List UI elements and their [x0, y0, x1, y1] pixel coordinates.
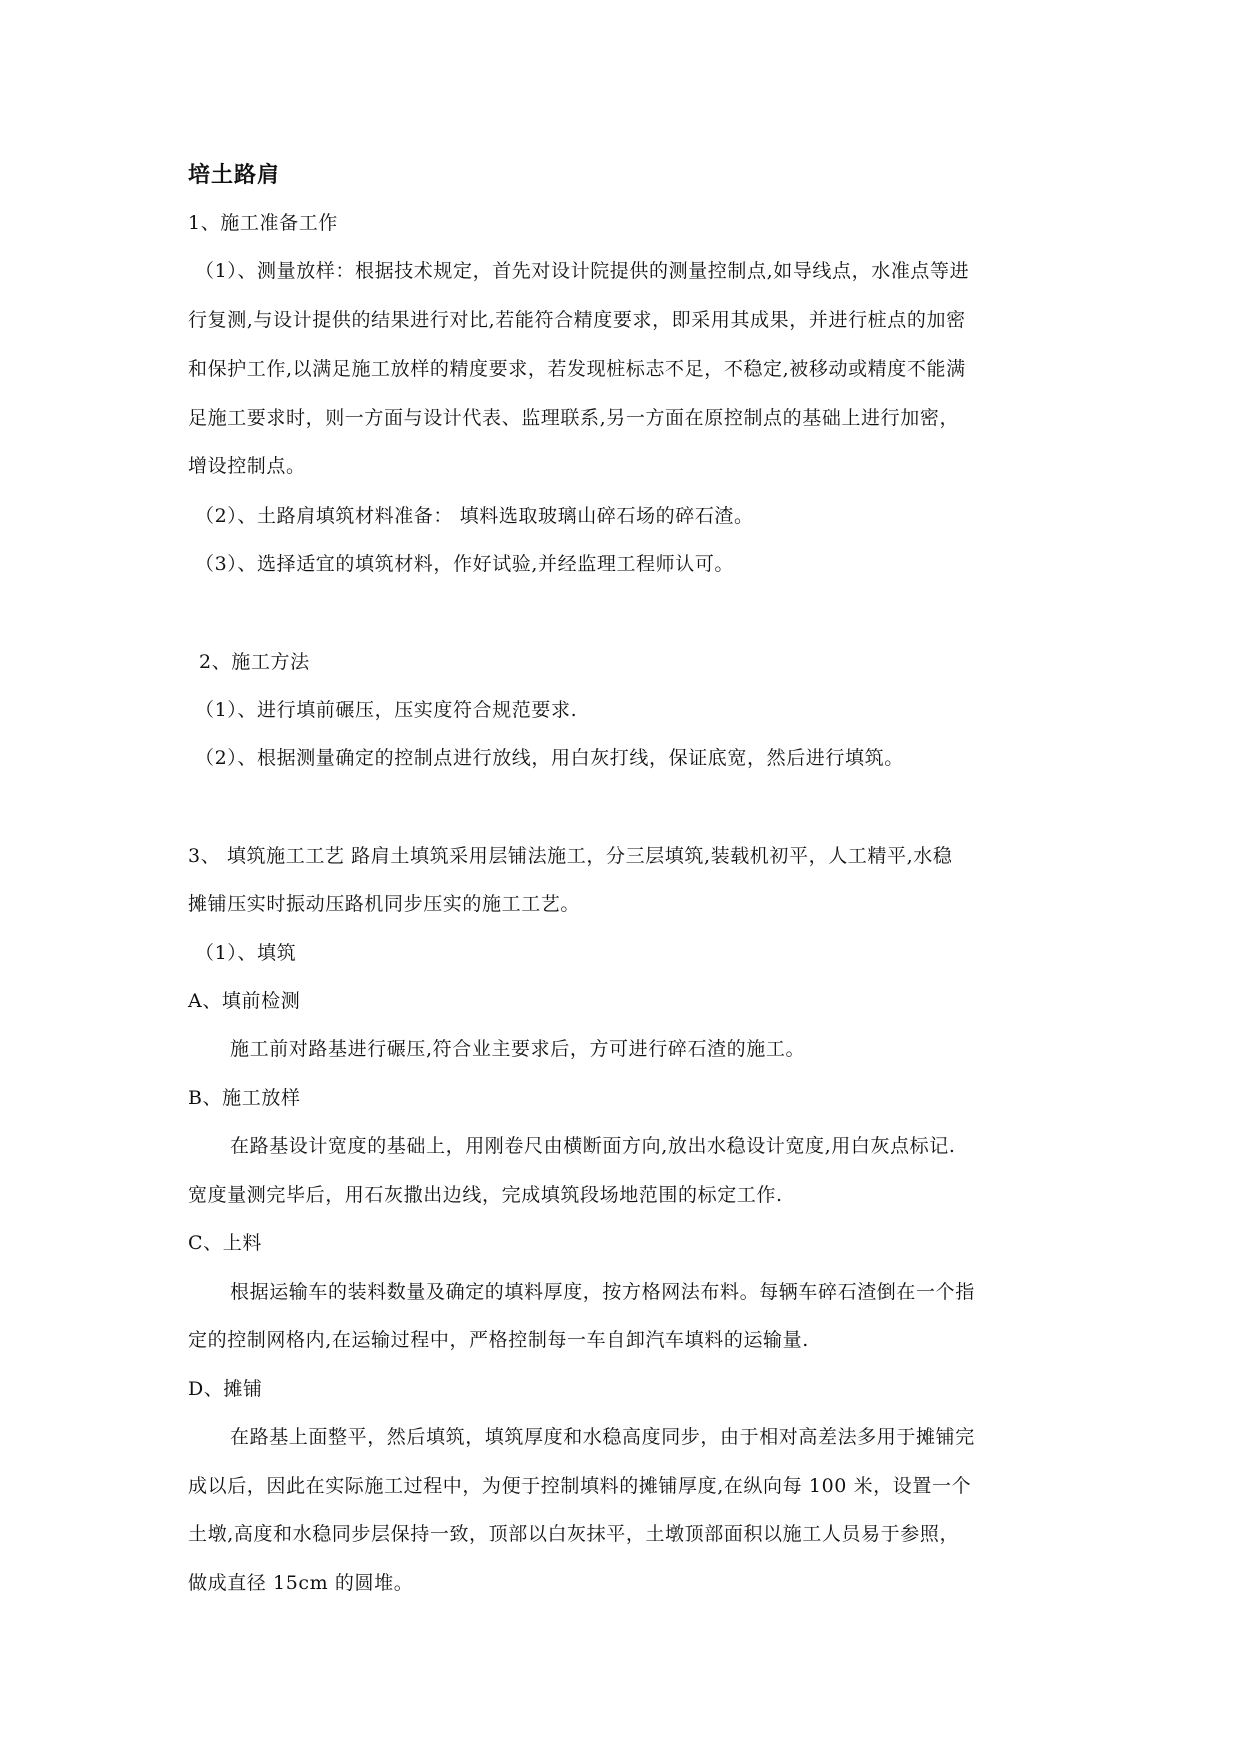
section-2-p2: （2）、根据测量确定的控制点进行放线，用白灰打线，保证底宽，然后进行填筑。 [195, 747, 904, 769]
section-3-sub1-heading: （1）、填筑 [195, 942, 297, 964]
section-3-intro-line-2: 摊铺压实时振动压路机同步压实的施工工艺。 [188, 893, 581, 915]
section-1-p1-line-1: （1）、测量放样：根据技术规定，首先对设计院提供的测量控制点,如导线点，水准点等进 [195, 260, 970, 282]
subsection-d-line-1: 在路基上面整平，然后填筑，填筑厚度和水稳高度同步，由于相对高差法多用于摊铺完 [230, 1426, 975, 1448]
section-1-p1-line-4: 足施工要求时，则一方面与设计代表、监理联系,另一方面在原控制点的基础上进行加密， [188, 407, 960, 429]
subsection-d-line-2: 成以后，因此在实际施工过程中，为便于控制填料的摊铺厚度,在纵向每 100 米，设置一个 [188, 1475, 972, 1497]
section-1-p1-line-2: 行复测,与设计提供的结果进行对比,若能符合精度要求，即采用其成果，并进行桩点的加密 [188, 309, 966, 331]
subsection-b-heading: B、施工放样 [188, 1087, 301, 1109]
subsection-c-line-1: 根据运输车的装料数量及确定的填料厚度，按方格网法布料。每辆车碎石渣倒在一个指 [230, 1281, 975, 1303]
subsection-c-heading: C、上料 [188, 1232, 262, 1254]
section-1-p1-line-3: 和保护工作,以满足施工放样的精度要求，若发现桩标志不足，不稳定,被移动或精度不能满 [188, 358, 966, 380]
subsection-d-heading: D、摊铺 [188, 1378, 263, 1400]
section-2-heading: 2、施工方法 [199, 651, 310, 673]
subsection-d-line-3: 土墩,高度和水稳同步层保持一致，顶部以白灰抹平，土墩顶部面积以施工人员易于参照， [188, 1523, 960, 1545]
section-1-p2: （2）、土路肩填筑材料准备： 填料选取玻璃山碎石场的碎石渣。 [195, 505, 754, 527]
section-1-p3: （3）、选择适宜的填筑材料，作好试验,并经监理工程师认可。 [195, 553, 735, 575]
subsection-a-text: 施工前对路基进行碾压,符合业主要求后，方可进行碎石渣的施工。 [230, 1038, 806, 1060]
subsection-a-heading: A、填前检测 [188, 990, 301, 1012]
section-2-p1: （1）、进行填前碾压，压实度符合规范要求. [195, 699, 578, 721]
subsection-b-line-1: 在路基设计宽度的基础上，用刚卷尺由横断面方向,放出水稳设计宽度,用白灰点标记. [230, 1135, 956, 1157]
document-title: 培土路肩 [188, 162, 281, 188]
section-3-intro-line-1: 3、 填筑施工工艺 路肩土填筑采用层铺法施工，分三层填筑,装载机初平，人工精平,水稳 [188, 845, 953, 867]
section-1-p1-line-5: 增设控制点。 [188, 455, 306, 477]
section-1-heading: 1、施工准备工作 [188, 212, 338, 234]
subsection-b-line-2: 宽度量测完毕后，用石灰撒出边线，完成填筑段场地范围的标定工作. [188, 1184, 783, 1206]
subsection-c-line-2: 定的控制网格内,在运输过程中，严格控制每一车自卸汽车填料的运输量. [188, 1329, 809, 1351]
subsection-d-line-4: 做成直径 15cm 的圆堆。 [188, 1572, 414, 1594]
